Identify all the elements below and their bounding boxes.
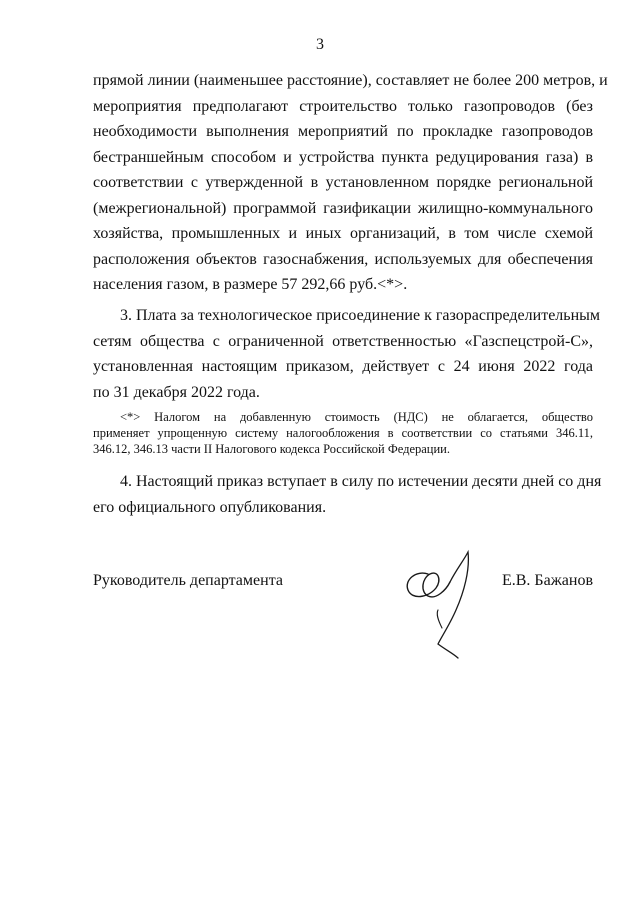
footnote-line: 346.12, 346.13 части II Налогового кодекса Российской Федерации. bbox=[93, 442, 450, 456]
page-number: 3 bbox=[316, 36, 324, 53]
text-line: его официального опубликования. bbox=[93, 498, 327, 516]
text-line: сетям общества с ограниченной ответственностью «Газспецстрой-С», bbox=[93, 332, 593, 350]
paragraph-4 bbox=[93, 469, 602, 520]
text-line: населения газом, в размере 57 292,66 руб.<*>. bbox=[93, 276, 408, 293]
text-line: 3. Плата за технологическое присоединение к газораспределительным bbox=[120, 307, 601, 324]
text-line: расположения объектов газоснабжения, используемых для обеспечения bbox=[93, 250, 593, 268]
text-line: хозяйства, промышленных и иных организаций, в том числе схемой bbox=[93, 225, 593, 242]
text-line: по 31 декабря 2022 года. bbox=[93, 383, 260, 401]
handwritten-signature bbox=[398, 540, 498, 660]
text-line: соответствии с утвержденной в установленном порядке региональной bbox=[93, 174, 593, 191]
text-line: установленная настоящим приказом, действует с 24 июня 2022 года bbox=[93, 358, 593, 375]
text-line: необходимости выполнения мероприятий по прокладке газопроводов bbox=[93, 123, 593, 140]
footnote-line: применяет упрощенную систему налогообложения в соответствии со статьями 346.11, bbox=[93, 426, 593, 440]
footnote bbox=[93, 409, 593, 457]
text-line: 4. Настоящий приказ вступает в силу по истечении десяти дней со дня bbox=[120, 473, 602, 490]
text-line: (межрегиональной) программой газификации жилищно-коммунального bbox=[93, 199, 593, 217]
paragraph-2-continued bbox=[93, 68, 608, 298]
text-line: мероприятия предполагают строительство только газопроводов (без bbox=[93, 97, 593, 115]
paragraph-3 bbox=[93, 303, 601, 405]
signatory-title: Руководитель департамента bbox=[93, 572, 283, 589]
text-line: бестраншейным способом и устройства пункта редуцирования газа) в bbox=[93, 148, 593, 166]
footnote-line: <*> Налогом на добавленную стоимость (НДС) не облагается, общество bbox=[120, 410, 593, 424]
signatory-name: Е.В. Бажанов bbox=[501, 572, 593, 589]
signature-block bbox=[93, 572, 593, 598]
text-line: прямой линии (наименьшее расстояние), составляет не более 200 метров, и bbox=[93, 72, 608, 89]
